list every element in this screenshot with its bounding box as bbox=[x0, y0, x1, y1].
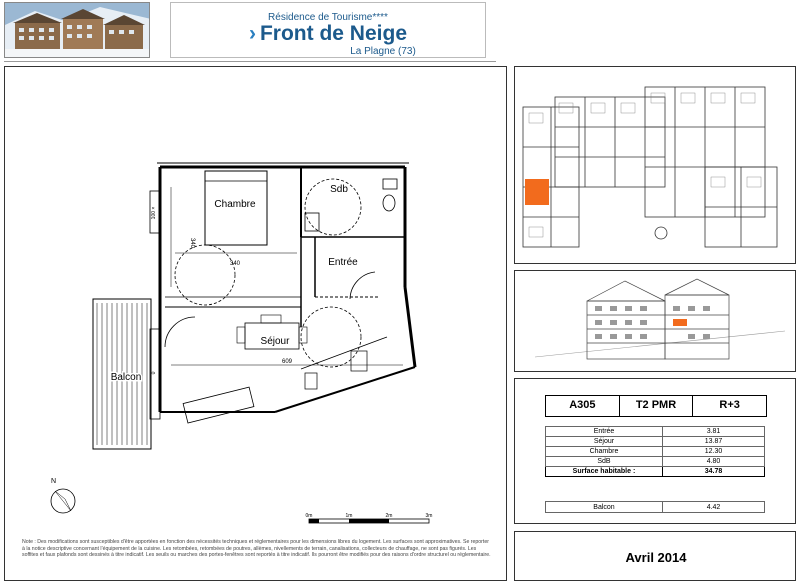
plan-disclaimer-note: Note : Des modifications sont susceptibles d'être apportées en fonction des nécessités techniques et réglementaires pour les dimensions libres du logement. Les surfaces sont approximatives. Se reporter à la notice descriptive concernant l'équipement de la cuisine. Les retombées, retombées de poutres, allèmes, nivellements de terrain, canalisations, collecteurs de chauffage, ne sont pas figurés. Les soffites et faux plafonds sont dessinés à titre indicatif. Les seuils ou marches des portes-fenêtres sont reportés à titre indicatif. Ils pourront être modifiés pour des raisons d'ordre structurel ou réglementaire. bbox=[22, 539, 491, 559]
brand-location: La Plagne (73) bbox=[350, 46, 416, 57]
surface-label: Chambre bbox=[546, 447, 663, 457]
compass-north-label: N bbox=[51, 478, 57, 485]
dim-label-0: 0 bbox=[151, 371, 157, 375]
plan-date: Avril 2014 bbox=[625, 550, 687, 565]
room-label-balcon: Balcon bbox=[110, 372, 142, 383]
surface-value: 12.30 bbox=[663, 447, 765, 457]
room-label-sdb: Sdb bbox=[330, 184, 348, 195]
apartment-elevation-highlight bbox=[673, 319, 687, 326]
room-label-entree: Entrée bbox=[328, 257, 358, 268]
dim-label-609: 609 bbox=[281, 359, 293, 365]
brand-name-text: Front de Neige bbox=[259, 22, 407, 45]
room-label-chambre: Chambre bbox=[214, 199, 256, 210]
floor-plan-panel bbox=[4, 66, 507, 581]
table-row bbox=[546, 447, 765, 457]
scale-label-3: 3m bbox=[425, 513, 433, 519]
total-label: Surface habitable : bbox=[546, 467, 663, 477]
floor-plan bbox=[5, 67, 508, 582]
lot-summary-row bbox=[545, 395, 767, 417]
surface-value: 3.81 bbox=[663, 427, 765, 437]
table-row bbox=[546, 457, 765, 467]
table-row bbox=[546, 427, 765, 437]
surface-value: 13.87 bbox=[663, 437, 765, 447]
total-row bbox=[546, 467, 765, 477]
scale-label-1: 1m bbox=[345, 513, 353, 519]
building-level-plan bbox=[514, 66, 796, 264]
scale-label-0: 0m bbox=[305, 513, 313, 519]
surface-table bbox=[545, 426, 765, 477]
dim-label-340-horizontal: 340 bbox=[229, 261, 241, 267]
brand-name bbox=[171, 23, 485, 45]
surface-label: Entrée bbox=[546, 427, 663, 437]
header-divider bbox=[4, 61, 496, 62]
surface-label: SdB bbox=[546, 457, 663, 467]
north-compass bbox=[51, 478, 75, 513]
apartment-highlight bbox=[525, 179, 549, 205]
balcony-label: Balcon bbox=[546, 502, 663, 513]
building-elevation bbox=[514, 270, 796, 372]
table-row bbox=[546, 437, 765, 447]
surface-value: 4.80 bbox=[663, 457, 765, 467]
balcony-value: 4.42 bbox=[663, 502, 765, 513]
chevron-right-icon: › bbox=[248, 22, 256, 45]
brand-header bbox=[170, 2, 486, 58]
surface-summary-panel bbox=[514, 378, 796, 524]
surface-label: Séjour bbox=[546, 437, 663, 447]
balcony-table bbox=[545, 501, 765, 513]
date-panel bbox=[514, 531, 796, 581]
table-row bbox=[546, 502, 765, 513]
lot-number: A305 bbox=[546, 396, 620, 416]
scale-label-2: 2m bbox=[385, 513, 393, 519]
scale-bar bbox=[306, 513, 433, 523]
dim-label-340-vertical: 340 bbox=[189, 237, 195, 249]
residence-photo bbox=[4, 2, 150, 58]
brand-subtitle: Résidence de Tourisme**** bbox=[268, 12, 388, 23]
dim-label-100: 100 × bbox=[151, 206, 157, 220]
lot-level: R+3 bbox=[719, 399, 740, 411]
total-value: 34.78 bbox=[663, 467, 765, 477]
lot-type: T2 PMR bbox=[620, 396, 694, 416]
room-label-sejour: Séjour bbox=[260, 336, 290, 347]
